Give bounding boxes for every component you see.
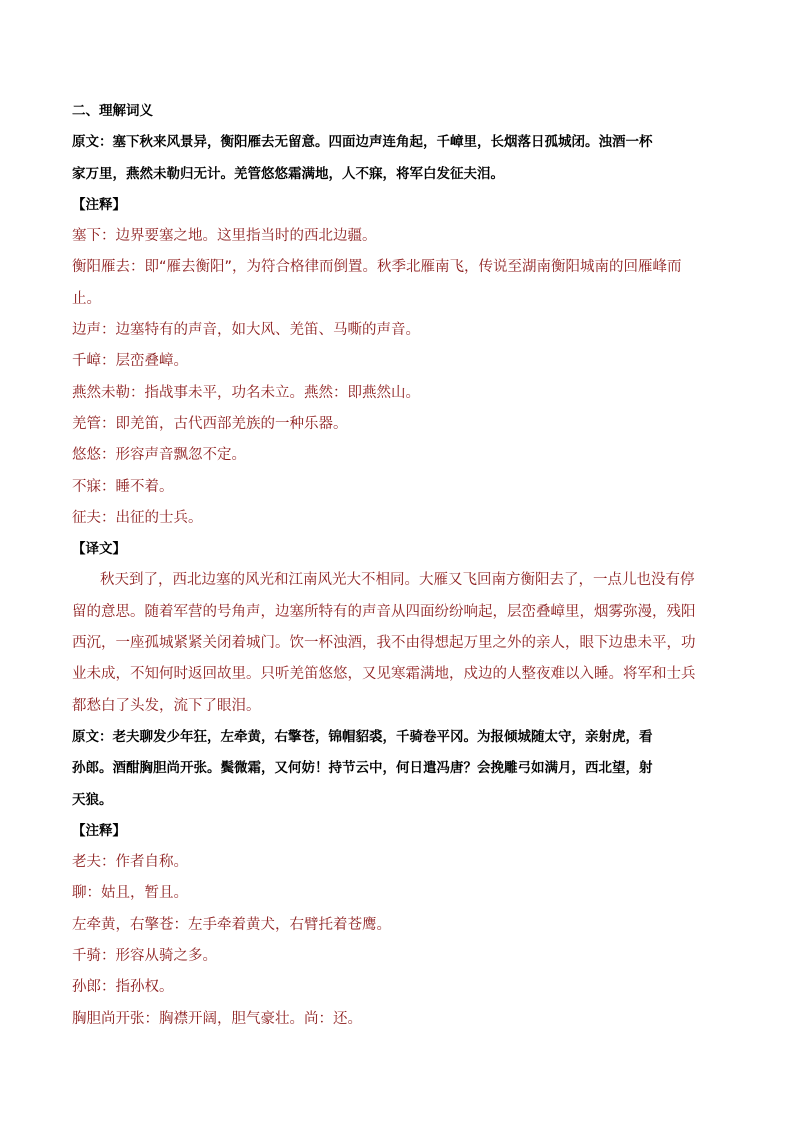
poem2-note: 左牵黄，右擎苍：左手牵着黄犬，右臂托着苍鹰。 [72,916,391,933]
poem1-note: 燕然未勒：指战事未平，功名未立。燕然：即燕然山。 [72,384,420,401]
poem2-note: 千骑：形容从骑之多。 [72,948,217,965]
poem2-note: 孙郎：指孙权。 [72,979,174,996]
poem1-note: 悠悠：形容声音飘忽不定。 [72,447,246,464]
poem1-translation-line: 留的意思。随着军营的号角声，边塞所特有的声音从四面纷纷响起，层峦叠嶂里，烟雾弥漫，残阳 [72,603,696,620]
poem2-notes-heading: 【注释】 [72,822,126,839]
poem1-note: 千嶂：层峦叠嶂。 [72,353,188,370]
poem2-note: 胸胆尚开张：胸襟开阔，胆气豪壮。尚：还。 [72,1010,362,1027]
poem1-translation-line: 业未成，不知何时返回故里。只听羌笛悠悠，又见寒霜满地，戍边的人整夜难以入睡。将军和士兵 [72,666,696,683]
section-title: 二、理解词义 [72,103,153,119]
poem2-original-line-2: 孙郎。酒酣胸胆尚开张。鬓微霜，又何妨！持节云中，何日遣冯唐？会挽雕弓如满月，西北望，射 [72,760,653,777]
poem2-original-line-1: 原文：老夫聊发少年狂，左牵黄，右擎苍，锦帽貂裘，千骑卷平冈。为报倾城随太守，亲射虎，看 [72,728,653,745]
poem1-note: 不寐：睡不着。 [72,478,174,495]
poem1-note: 止。 [72,290,101,307]
document-page [72,96,724,1035]
poem1-note: 征夫：出征的士兵。 [72,509,203,526]
poem1-translation-line: 都愁白了头发，流下了眼泪。 [72,697,261,714]
poem2-note: 老夫：作者自称。 [72,854,188,871]
poem1-note: 塞下：边界要塞之地。这里指当时的西北边疆。 [72,228,377,245]
poem1-note: 羌管：即羌笛，古代西部羌族的一种乐器。 [72,415,348,432]
poem1-translation-line: 西沉，一座孤城紧紧关闭着城门。饮一杯浊酒，我不由得想起万里之外的亲人，眼下边患未平，功 [72,635,696,652]
poem1-note: 边声：边塞特有的声音，如大风、羌笛、马嘶的声音。 [72,322,420,339]
poem2-original-line-3: 天狼。 [72,791,113,808]
poem1-notes-heading: 【注释】 [72,196,126,213]
poem1-original-line-2: 家万里，燕然未勒归无计。羌管悠悠霜满地，人不寐，将军白发征夫泪。 [72,165,504,182]
poem2-note: 聊：姑且，暂且。 [72,885,188,902]
poem1-note: 衡阳雁去：即“雁去衡阳”，为符合格律而倒置。秋季北雁南飞，传说至湖南衡阳城南的回雁峰而 [72,259,682,276]
poem1-translation-line: 秋天到了，西北边塞的风光和江南风光大不相同。大雁又飞回南方衡阳去了，一点儿也没有停 [100,572,695,589]
poem1-translation-heading: 【译文】 [72,541,126,558]
poem1-original-line-1: 原文：塞下秋来风景异，衡阳雁去无留意。四面边声连角起，千嶂里，长烟落日孤城闭。浊酒一杯 [72,134,653,151]
